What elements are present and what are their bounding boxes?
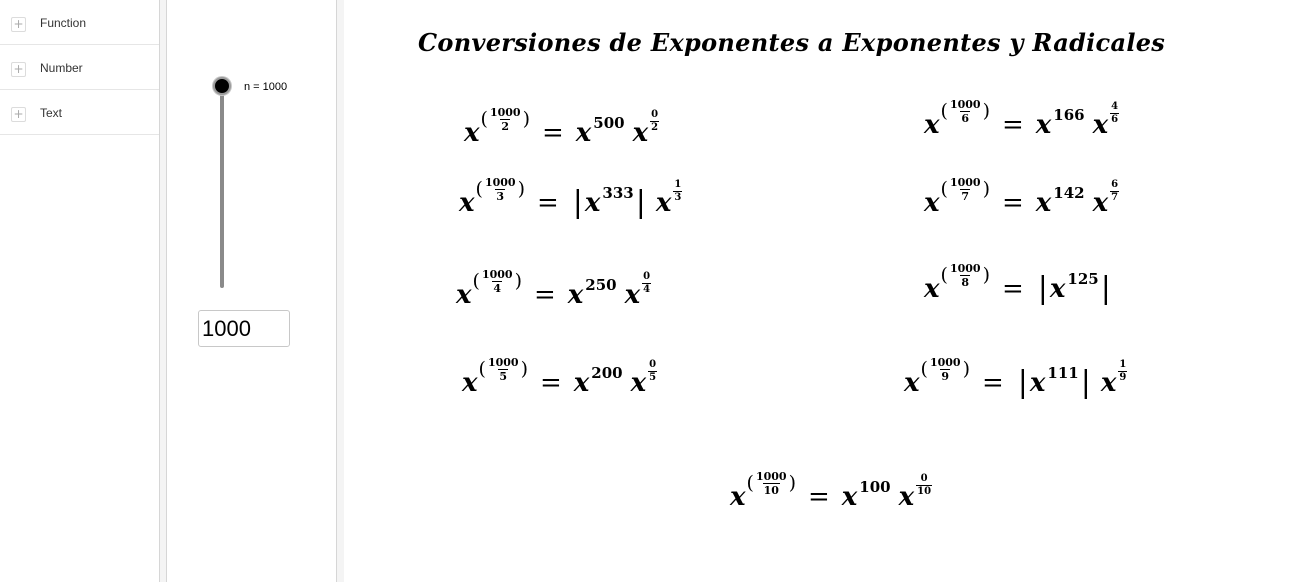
slider-caption: n = 1000: [244, 81, 288, 93]
remainder-numerator: 0: [920, 472, 928, 484]
base-x: x: [1035, 110, 1052, 140]
algebra-item-label: Text: [40, 106, 63, 120]
algebra-item-number[interactable]: [0, 45, 159, 90]
integer-power: 100: [859, 478, 891, 496]
fraction-denominator: 4: [493, 281, 502, 295]
radical-base-x: x: [1092, 110, 1109, 140]
integer-power: 111: [1047, 364, 1079, 382]
base-x: x: [924, 110, 940, 140]
radical-base-x: x: [898, 482, 915, 512]
base-x: x: [1035, 188, 1052, 218]
remainder-denominator: 3: [674, 191, 682, 203]
abs-bar-left: |: [572, 185, 583, 220]
base-x: x: [456, 280, 472, 310]
abs-bar-right: |: [1100, 271, 1111, 306]
remainder-denominator: 10: [917, 485, 932, 497]
page-title: Conversiones de Exponentes a Exponentes y Radicales: [418, 28, 1166, 57]
base-x: x: [924, 274, 940, 304]
equation-n-over-3: [459, 175, 683, 220]
equation-n-over-6: [924, 97, 1120, 140]
base-x: x: [904, 368, 920, 398]
n-input[interactable]: [198, 310, 290, 347]
fraction-denominator: 7: [961, 189, 970, 203]
abs-bar-right: |: [635, 185, 646, 220]
abs-bar-left: |: [1037, 271, 1048, 306]
remainder-numerator: 4: [1111, 100, 1119, 112]
remainder-numerator: 6: [1111, 178, 1119, 190]
remainder-denominator: 2: [651, 121, 659, 133]
remainder-numerator: 0: [643, 270, 651, 282]
graphics-view[interactable]: [344, 0, 1293, 582]
remainder-denominator: 4: [643, 283, 651, 295]
equals-sign: =: [533, 280, 556, 310]
fraction-numerator: 1000: [949, 261, 981, 275]
fraction-denominator: 9: [941, 369, 950, 383]
radical-base-x: x: [630, 368, 647, 398]
algebra-item-label: Function: [40, 16, 87, 30]
plus-icon[interactable]: +: [11, 107, 26, 122]
equals-sign: =: [807, 482, 830, 512]
remainder-fraction: [1109, 102, 1120, 125]
fraction-numerator: 1000: [484, 175, 516, 189]
equation-n-over-5: [462, 355, 658, 398]
integer-power: 333: [602, 184, 634, 202]
equals-sign: =: [541, 118, 564, 148]
radical-base-x: x: [632, 118, 649, 148]
base-x: x: [730, 482, 746, 512]
equals-sign: =: [981, 368, 1004, 398]
exponent-fraction: ( $\frac{1000}{2}$ ): [480, 105, 530, 133]
algebra-item-text[interactable]: [0, 90, 159, 135]
equation-n-over-8: [924, 261, 1113, 306]
equation-n-over-7: [924, 175, 1120, 218]
fraction-denominator: 5: [499, 369, 508, 383]
remainder-denominator: 9: [1119, 371, 1127, 383]
remainder-fraction: [1109, 180, 1120, 203]
exponent-fraction: ( $\frac{1000}{5}$ ): [478, 355, 528, 383]
remainder-numerator: 0: [651, 108, 659, 120]
remainder-numerator: 1: [674, 178, 682, 190]
base-x: x: [924, 188, 940, 218]
panel-splitter[interactable]: [160, 0, 167, 582]
remainder-numerator: 0: [649, 358, 657, 370]
base-x: x: [462, 368, 478, 398]
remainder-denominator: 5: [649, 371, 657, 383]
equation-n-over-4: [456, 267, 652, 310]
exponent-fraction: ( $\frac{1000}{3}$ ): [475, 175, 525, 203]
algebra-panel: [0, 0, 160, 582]
equals-sign: =: [536, 188, 559, 218]
abs-bar-left: |: [1017, 365, 1028, 400]
equals-sign: =: [1001, 188, 1024, 218]
radical-base-x: x: [624, 280, 641, 310]
remainder-denominator: 7: [1111, 191, 1119, 203]
base-x: x: [567, 280, 584, 310]
base-x: x: [464, 118, 480, 148]
remainder-fraction: [641, 272, 652, 295]
integer-power: 125: [1067, 270, 1099, 288]
fraction-denominator: 3: [496, 189, 505, 203]
remainder-fraction: [1117, 360, 1128, 383]
fraction-numerator: 1000: [949, 175, 981, 189]
exponent-fraction: ( $\frac{1000}{9}$ ): [920, 355, 970, 383]
base-x: x: [841, 482, 858, 512]
abs-bar-right: |: [1080, 365, 1091, 400]
fraction-numerator: 1000: [481, 267, 513, 281]
radical-base-x: x: [1092, 188, 1109, 218]
fraction-numerator: 1000: [489, 105, 521, 119]
slider-track[interactable]: [220, 85, 224, 288]
remainder-numerator: 1: [1119, 358, 1127, 370]
algebra-item-label: Number: [40, 61, 83, 75]
base-x: x: [1049, 274, 1066, 304]
exponent-fraction: ( $\frac{1000}{7}$ ): [940, 175, 990, 203]
fraction-denominator: 8: [961, 275, 970, 289]
exponent-fraction: ( $\frac{1000}{8}$ ): [940, 261, 990, 289]
exponent-fraction: ( $\frac{1000}{10}$ ): [746, 469, 796, 497]
fraction-numerator: 1000: [949, 97, 981, 111]
equation-n-over-10: [730, 469, 933, 512]
base-x: x: [1029, 368, 1046, 398]
plus-icon[interactable]: +: [11, 17, 26, 32]
base-x: x: [584, 188, 601, 218]
integer-power: 166: [1053, 106, 1085, 124]
remainder-fraction: [647, 360, 658, 383]
fraction-denominator: 2: [501, 119, 510, 133]
exponent-fraction: ( $\frac{1000}{6}$ ): [940, 97, 990, 125]
fraction-denominator: 10: [763, 483, 779, 497]
remainder-fraction: [915, 474, 933, 497]
fraction-denominator: 6: [961, 111, 970, 125]
fraction-numerator: 1000: [755, 469, 787, 483]
exponent-fraction: ( $\frac{1000}{4}$ ): [472, 267, 522, 295]
integer-power: 142: [1053, 184, 1085, 202]
slider-panel: [167, 0, 336, 582]
remainder-denominator: 6: [1111, 113, 1119, 125]
equation-n-over-9: [904, 355, 1128, 400]
fraction-numerator: 1000: [487, 355, 519, 369]
remainder-fraction: [672, 180, 683, 203]
integer-power: 250: [585, 276, 617, 294]
equation-n-over-2: [464, 105, 660, 148]
base-x: x: [575, 118, 592, 148]
algebra-item-function[interactable]: [0, 0, 159, 45]
remainder-fraction: [649, 110, 660, 133]
integer-power: 500: [593, 114, 625, 132]
base-x: x: [573, 368, 590, 398]
equals-sign: =: [1001, 110, 1024, 140]
plus-icon[interactable]: +: [11, 62, 26, 77]
fraction-numerator: 1000: [929, 355, 961, 369]
radical-base-x: x: [655, 188, 672, 218]
equals-sign: =: [539, 368, 562, 398]
equals-sign: =: [1001, 274, 1024, 304]
integer-power: 200: [591, 364, 623, 382]
radical-base-x: x: [1100, 368, 1117, 398]
slider-knob[interactable]: [213, 77, 231, 95]
base-x: x: [459, 188, 475, 218]
